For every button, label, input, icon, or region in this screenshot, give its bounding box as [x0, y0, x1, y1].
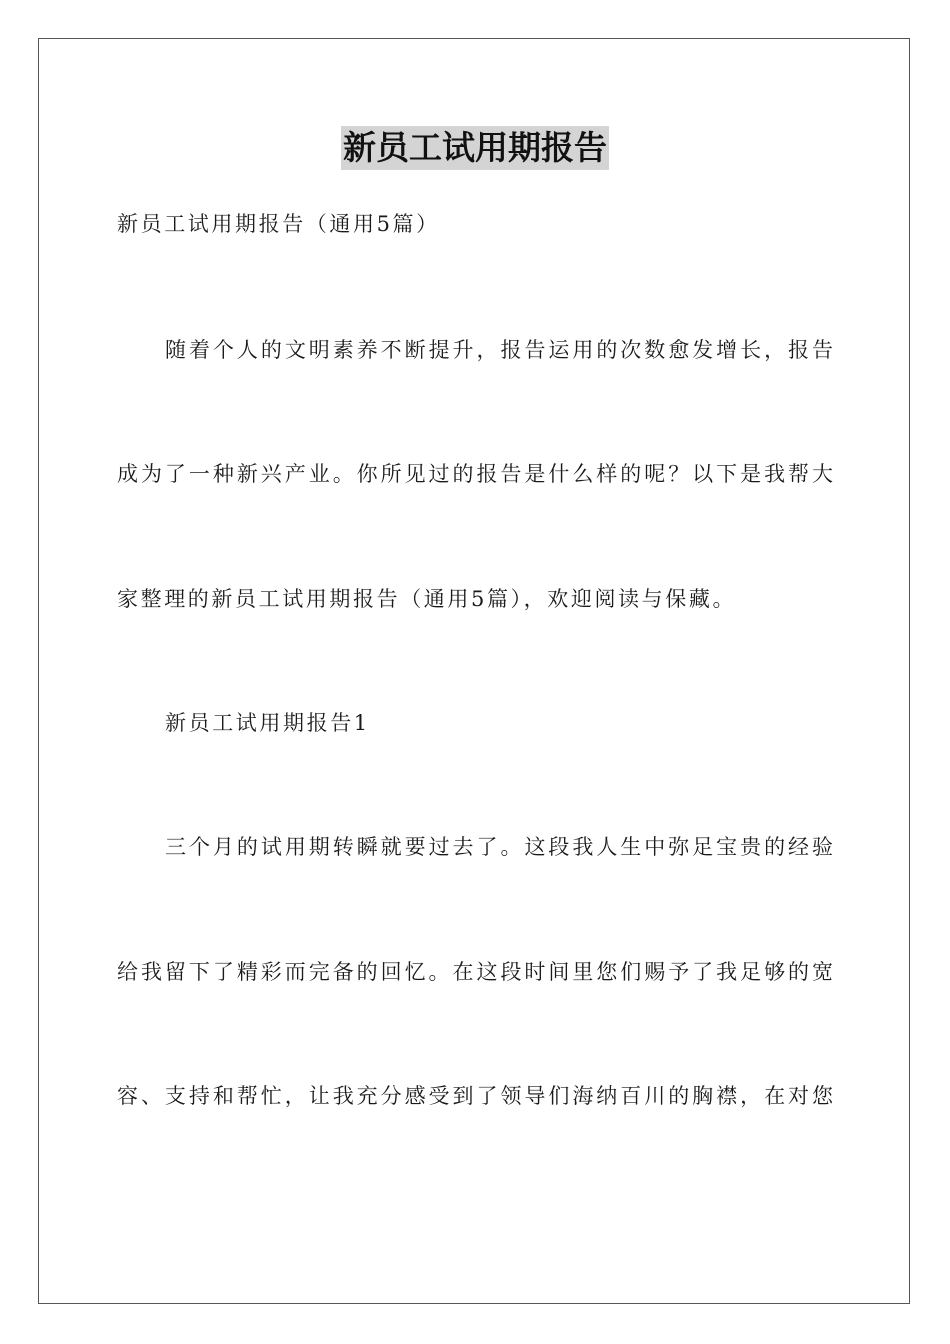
intro-paragraph-line-3: 家整理的新员工试用期报告（通用5篇），欢迎阅读与保藏。	[117, 587, 737, 611]
document-title	[0, 126, 950, 170]
section-heading: 新员工试用期报告1	[165, 711, 370, 735]
body-paragraph-line-2: 给我留下了精彩而完备的回忆。在这段时间里您们赐予了我足够的宽	[117, 960, 833, 984]
intro-paragraph-line-2: 成为了一种新兴产业。你所见过的报告是什么样的呢？以下是我帮大	[117, 462, 833, 486]
body-paragraph-line-1: 三个月的试用期转瞬就要过去了。这段我人生中弥足宝贵的经验	[165, 835, 833, 859]
document-title-text: 新员工试用期报告	[341, 126, 609, 170]
body-paragraph-line-3: 容、支持和帮忙，让我充分感受到了领导们海纳百川的胸襟，在对您	[117, 1084, 833, 1108]
document-subtitle: 新员工试用期报告（通用5篇）	[117, 212, 440, 236]
intro-paragraph-line-1: 随着个人的文明素养不断提升，报告运用的次数愈发增长，报告	[165, 338, 833, 362]
